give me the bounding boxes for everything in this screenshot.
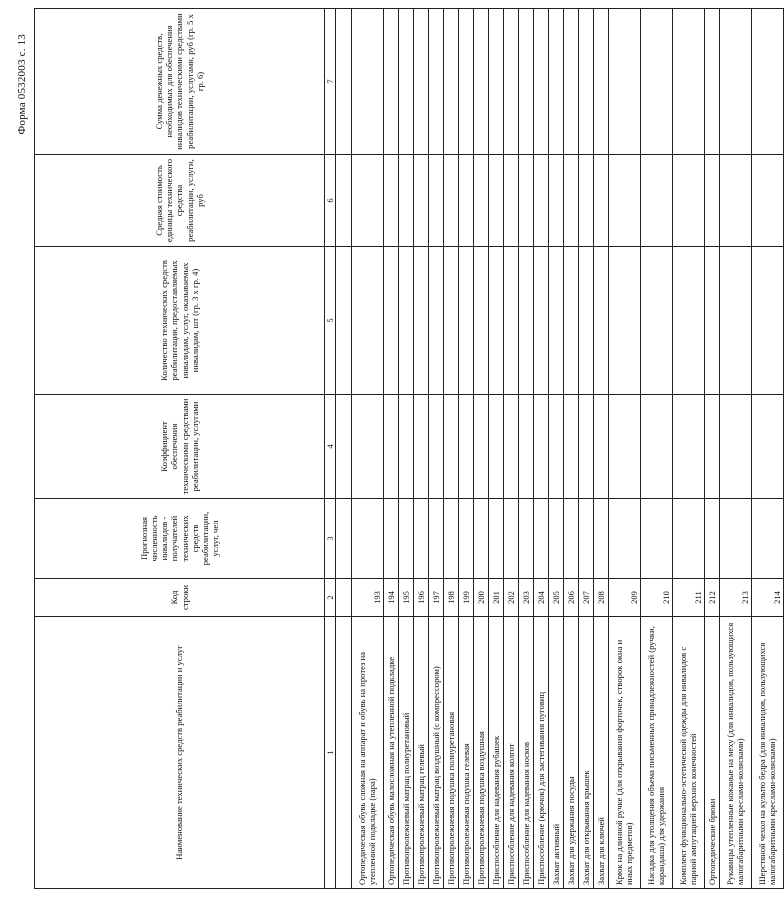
row-code: 198 <box>444 579 459 617</box>
value-cell <box>609 247 641 395</box>
row-name: Комплект функционально-эстетической одежды для инвалидов с парной ампутацией верхних конечностей <box>673 617 705 889</box>
value-cell <box>489 395 504 499</box>
value-cell <box>519 155 534 247</box>
row-name: Насадка для утолщения объема письменных принадлежностей (ручки, карандаша) для удержания <box>641 617 673 889</box>
value-cell <box>549 499 564 579</box>
value-cell <box>534 395 549 499</box>
row-name: Захват для открывания крышек <box>579 617 594 889</box>
value-cell <box>384 9 399 155</box>
row-code: 213 <box>720 579 752 617</box>
row-name: Рукавицы утепленные кожаные на меху (для инвалидов, пользующихся малогабаритными креслами-колясками) <box>720 617 752 889</box>
value-cell <box>579 499 594 579</box>
table-row <box>429 9 444 889</box>
value-cell <box>414 247 429 395</box>
value-cell <box>579 247 594 395</box>
value-cell <box>474 395 489 499</box>
row-name: Приспособление для надевания носков <box>519 617 534 889</box>
value-cell <box>429 155 444 247</box>
header-code: Код строки <box>35 579 325 617</box>
column-number: 7 <box>325 9 336 155</box>
row-code: 194 <box>384 579 399 617</box>
column-number: 4 <box>325 395 336 499</box>
value-cell <box>579 9 594 155</box>
table-row <box>579 9 594 889</box>
row-name: Захват активный <box>549 617 564 889</box>
value-cell <box>564 499 579 579</box>
value-cell <box>519 247 534 395</box>
table-row <box>489 9 504 889</box>
row-code: 208 <box>594 579 609 617</box>
value-cell <box>594 155 609 247</box>
value-cell <box>459 9 474 155</box>
empty-row <box>336 9 352 889</box>
value-cell <box>549 395 564 499</box>
table-row <box>609 9 641 889</box>
value-cell <box>673 247 705 395</box>
row-code: 205 <box>549 579 564 617</box>
row-code: 203 <box>519 579 534 617</box>
value-cell <box>673 499 705 579</box>
value-cell <box>384 499 399 579</box>
form-number-label: Форма 0532003 с. 13 <box>16 34 28 135</box>
value-cell <box>752 395 784 499</box>
value-cell <box>429 9 444 155</box>
value-cell <box>504 155 519 247</box>
value-cell <box>352 499 384 579</box>
row-code: 196 <box>414 579 429 617</box>
value-cell <box>399 499 414 579</box>
row-code: 204 <box>534 579 549 617</box>
row-name: Шерстяной чехол на культю бедра (для инвалидов, пользующихся малогабаритными креслами-колясками) <box>752 617 784 889</box>
value-cell <box>534 155 549 247</box>
table-body <box>336 9 784 889</box>
value-cell <box>352 155 384 247</box>
value-cell <box>641 499 673 579</box>
value-cell <box>519 9 534 155</box>
value-cell <box>564 247 579 395</box>
header-coefficient: Коэффициент обеспечения техническими средствами реабилитации, услугами <box>35 395 325 499</box>
value-cell <box>673 395 705 499</box>
value-cell <box>705 395 720 499</box>
value-cell <box>549 155 564 247</box>
value-cell <box>641 155 673 247</box>
value-cell <box>594 499 609 579</box>
value-cell <box>705 499 720 579</box>
value-cell <box>534 247 549 395</box>
row-code: 210 <box>641 579 673 617</box>
value-cell <box>641 247 673 395</box>
value-cell <box>459 247 474 395</box>
column-number: 2 <box>325 579 336 617</box>
header-row <box>35 9 325 889</box>
value-cell <box>489 155 504 247</box>
column-number: 6 <box>325 155 336 247</box>
value-cell <box>429 499 444 579</box>
value-cell <box>444 247 459 395</box>
value-cell <box>399 395 414 499</box>
value-cell <box>444 155 459 247</box>
value-cell <box>720 395 752 499</box>
value-cell <box>752 9 784 155</box>
header-average-cost: Средняя стоимость единицы технического средства реабилитации, услуги, руб <box>35 155 325 247</box>
value-cell <box>720 499 752 579</box>
value-cell <box>549 9 564 155</box>
row-code: 212 <box>705 579 720 617</box>
value-cell <box>504 9 519 155</box>
row-code: 207 <box>579 579 594 617</box>
value-cell <box>641 395 673 499</box>
value-cell <box>414 155 429 247</box>
value-cell <box>414 395 429 499</box>
value-cell <box>489 9 504 155</box>
value-cell <box>352 395 384 499</box>
table-row <box>459 9 474 889</box>
value-cell <box>504 395 519 499</box>
row-code: 200 <box>474 579 489 617</box>
table-row <box>720 9 752 889</box>
table-row <box>534 9 549 889</box>
rehabilitation-means-table <box>34 8 784 889</box>
value-cell <box>752 499 784 579</box>
value-cell <box>399 9 414 155</box>
row-name: Приспособление (крючок) для застегивания пуговиц <box>534 617 549 889</box>
header-forecast-count: Прогнозная численность инвалидов - получателей технических средств реабилитации, услуг, чел <box>35 499 325 579</box>
value-cell <box>504 499 519 579</box>
value-cell <box>564 395 579 499</box>
row-code: 193 <box>352 579 384 617</box>
value-cell <box>579 395 594 499</box>
value-cell <box>489 247 504 395</box>
row-name: Ортопедическая обувь малосложная на утепленной подкладке <box>384 617 399 889</box>
value-cell <box>609 395 641 499</box>
value-cell <box>519 499 534 579</box>
value-cell <box>641 9 673 155</box>
row-code: 214 <box>752 579 784 617</box>
value-cell <box>564 9 579 155</box>
row-name: Противопролежневый матрац полиуретановый <box>399 617 414 889</box>
row-name: Приспособление для надевания рубашек <box>489 617 504 889</box>
value-cell <box>384 247 399 395</box>
value-cell <box>399 155 414 247</box>
value-cell <box>705 155 720 247</box>
value-cell <box>444 395 459 499</box>
row-code: 201 <box>489 579 504 617</box>
value-cell <box>609 9 641 155</box>
value-cell <box>519 395 534 499</box>
value-cell <box>384 395 399 499</box>
table-row <box>474 9 489 889</box>
value-cell <box>564 155 579 247</box>
value-cell <box>444 499 459 579</box>
value-cell <box>705 247 720 395</box>
value-cell <box>752 247 784 395</box>
row-name: Противопролежневый матрац воздушный (с компрессором) <box>429 617 444 889</box>
value-cell <box>720 155 752 247</box>
table-row <box>504 9 519 889</box>
value-cell <box>474 499 489 579</box>
value-cell <box>414 499 429 579</box>
table-row <box>414 9 429 889</box>
value-cell <box>459 499 474 579</box>
value-cell <box>352 247 384 395</box>
value-cell <box>384 155 399 247</box>
table-row <box>549 9 564 889</box>
value-cell <box>720 9 752 155</box>
value-cell <box>752 155 784 247</box>
column-number: 5 <box>325 247 336 395</box>
value-cell <box>609 499 641 579</box>
value-cell <box>549 247 564 395</box>
value-cell <box>444 9 459 155</box>
row-name: Ортопедическая обувь сложная на аппарат и обувь на протез на утепленной подкладке (пара) <box>352 617 384 889</box>
value-cell <box>414 9 429 155</box>
row-name: Противопролежневая подушка воздушная <box>474 617 489 889</box>
value-cell <box>705 9 720 155</box>
header-total-sum: Сумма денежных средств, необходимых для обеспечения инвалидов техническими средствами реабилитации, услугами, руб (гр. 5 х гр. 6) <box>35 9 325 155</box>
row-name: Захват для ключей <box>594 617 609 889</box>
value-cell <box>429 247 444 395</box>
row-code: 206 <box>564 579 579 617</box>
table-row <box>673 9 705 889</box>
table-row <box>705 9 720 889</box>
row-name: Противопролежневая подушка гелевая <box>459 617 474 889</box>
value-cell <box>594 247 609 395</box>
row-code: 202 <box>504 579 519 617</box>
row-name: Противопролежневый матрац гелевый <box>414 617 429 889</box>
value-cell <box>474 9 489 155</box>
row-name: Противопролежневая подушка полиуретановая <box>444 617 459 889</box>
table-row <box>641 9 673 889</box>
value-cell <box>720 247 752 395</box>
row-code: 211 <box>673 579 705 617</box>
header-name: Наименование технических средств реабилитации и услуг <box>35 617 325 889</box>
row-code: 199 <box>459 579 474 617</box>
value-cell <box>594 9 609 155</box>
value-cell <box>579 155 594 247</box>
value-cell <box>429 395 444 499</box>
row-name: Приспособление для надевания колгот <box>504 617 519 889</box>
value-cell <box>534 9 549 155</box>
column-number-row <box>325 9 336 889</box>
column-number: 1 <box>325 617 336 889</box>
value-cell <box>489 499 504 579</box>
value-cell <box>474 247 489 395</box>
value-cell <box>459 155 474 247</box>
row-name: Крюк на длинной ручке (для открывания форточек, створок окна и иных предметов) <box>609 617 641 889</box>
value-cell <box>352 9 384 155</box>
row-name: Захват для удержания посуды <box>564 617 579 889</box>
table-row <box>444 9 459 889</box>
value-cell <box>673 9 705 155</box>
value-cell <box>609 155 641 247</box>
table-row <box>564 9 579 889</box>
value-cell <box>399 247 414 395</box>
value-cell <box>534 499 549 579</box>
table-row <box>519 9 534 889</box>
value-cell <box>474 155 489 247</box>
row-name: Ортопедические брюки <box>705 617 720 889</box>
table-row <box>752 9 784 889</box>
table-row <box>384 9 399 889</box>
row-code: 209 <box>609 579 641 617</box>
table-row <box>594 9 609 889</box>
row-code: 195 <box>399 579 414 617</box>
table-row <box>352 9 384 889</box>
table-row <box>399 9 414 889</box>
value-cell <box>673 155 705 247</box>
value-cell <box>504 247 519 395</box>
value-cell <box>459 395 474 499</box>
row-code: 197 <box>429 579 444 617</box>
header-quantity: Количество технических средств реабилитации, предоставляемых инвалидам, услуг, оказываемых инвалидам, шт (гр. 3 х гр. 4) <box>35 247 325 395</box>
column-number: 3 <box>325 499 336 579</box>
value-cell <box>594 395 609 499</box>
